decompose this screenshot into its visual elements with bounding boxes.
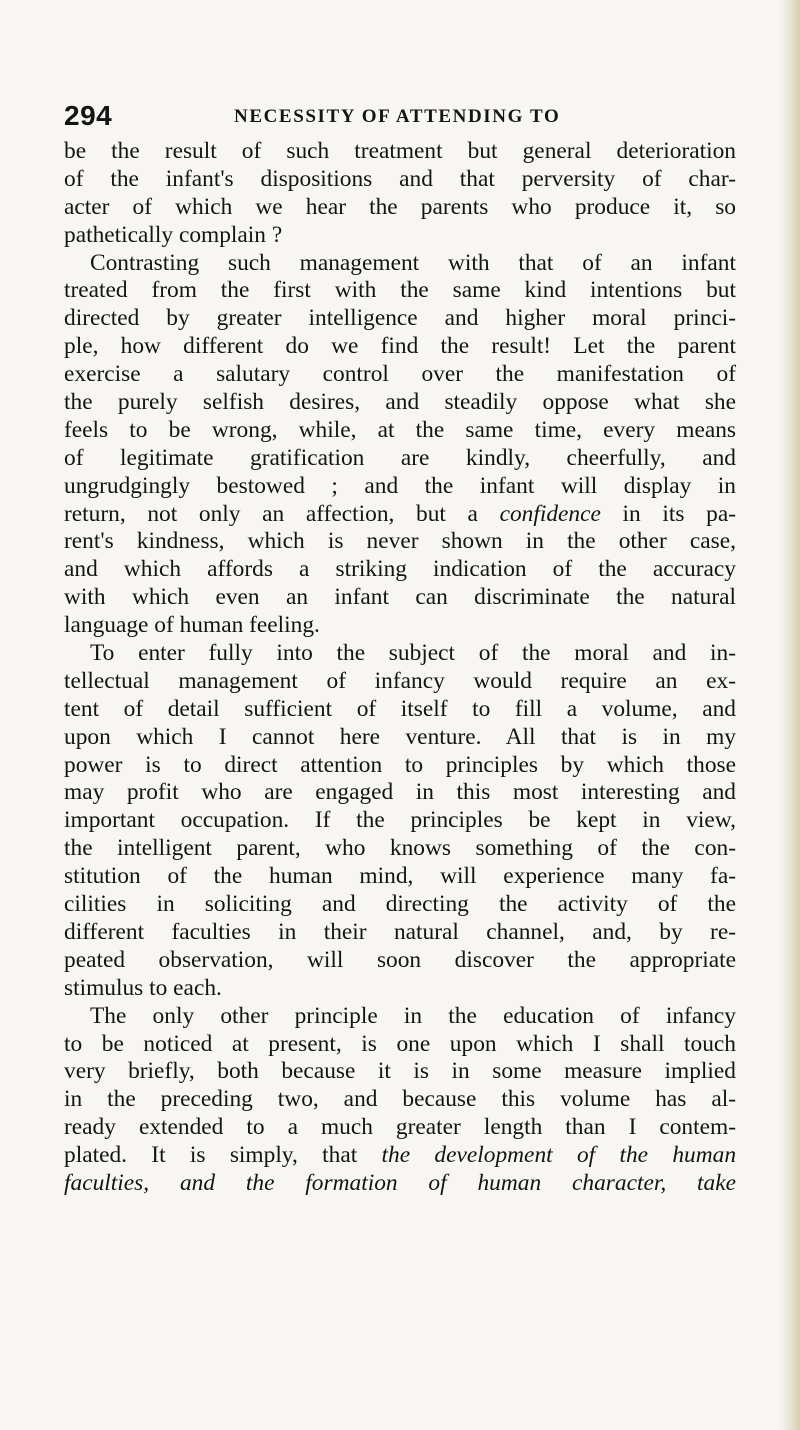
text-line: very briefly, both because it is in some measure implied (64, 1058, 736, 1085)
text-line: the purely selfish desires, and steadily oppose what she (64, 389, 736, 416)
text-line: pathetically complain ? (64, 221, 283, 248)
text-line (64, 1142, 736, 1170)
text-line: acter of which we hear the parents who produce it, so (64, 193, 736, 220)
text-line: to be noticed at present, is one upon which I shall touch (64, 1030, 736, 1057)
text-line: rent's kindness, which is never shown in the other case, (64, 528, 736, 555)
text-line: ungrudgingly bestowed ; and the infant will display in (64, 472, 736, 499)
running-head (64, 100, 724, 136)
italic-phrase: the development of the human (381, 1142, 737, 1169)
text-run: plated. It is simply, that (64, 1142, 382, 1169)
text-line: may profit who are engaged in this most interesting and (64, 779, 736, 806)
text-line: exercise a salutary control over the manifestation of (64, 361, 736, 388)
page-edge-shadow (778, 0, 800, 1430)
text-run: in its pa- (600, 500, 736, 527)
text-line: stimulus to each. (64, 974, 222, 1001)
text-line: Contrasting such management with that of an infant (90, 249, 736, 276)
text-line: stitution of the human mind, will experience many fa- (64, 863, 736, 890)
text-line: tellectual management of infancy would require an ex- (64, 667, 736, 694)
text-line: with which even an infant can discriminate the natural (64, 584, 736, 611)
page-number: 294 (64, 100, 113, 131)
text-line: The only other principle in the education of infancy (90, 1002, 736, 1029)
text-line: treated from the first with the same kind intentions but (64, 277, 736, 304)
running-title: NECESSITY OF ATTENDING TO (234, 106, 561, 127)
text-line: important occupation. If the principles be kept in view, (64, 807, 736, 834)
text-line: power is to direct attention to principles by which those (64, 751, 736, 778)
text-line: tent of detail sufficient of itself to fill a volume, and (64, 695, 736, 722)
italic-phrase: confidence (499, 500, 601, 527)
text-run: return, not only an affection, but a (64, 500, 500, 527)
text-line: peated observation, will soon discover the appropriate (64, 946, 736, 973)
text-line: directed by greater intelligence and higher moral princi- (64, 305, 736, 332)
text-line: of the infant's dispositions and that perversity of char- (64, 165, 736, 192)
text-line: be the result of such treatment but general deterioration (64, 138, 736, 164)
text-line: in the preceding two, and because this volume has al- (64, 1086, 736, 1113)
text-line: feels to be wrong, while, at the same time, every means (64, 416, 736, 443)
text-line: the intelligent parent, who knows something of the con- (64, 835, 736, 862)
text-line (64, 1170, 736, 1198)
text-line: language of human feeling. (64, 612, 320, 639)
text-line: ready extended to a much greater length than I contem- (64, 1114, 736, 1141)
body-text (64, 138, 736, 1198)
text-line: of legitimate gratification are kindly, cheerfully, and (64, 444, 736, 471)
text-line: ple, how different do we find the result! Let the parent (64, 333, 736, 360)
text-line: and which affords a striking indication of the accuracy (64, 556, 736, 583)
text-line (64, 501, 736, 529)
text-line: To enter fully into the subject of the moral and in- (90, 640, 736, 667)
italic-phrase: faculties, and the formation of human character, take (64, 1169, 736, 1196)
text-line: cilities in soliciting and directing the activity of the (64, 891, 736, 918)
text-line: different faculties in their natural channel, and, by re- (64, 918, 736, 945)
text-line: upon which I cannot here venture. All that is in my (64, 723, 736, 750)
